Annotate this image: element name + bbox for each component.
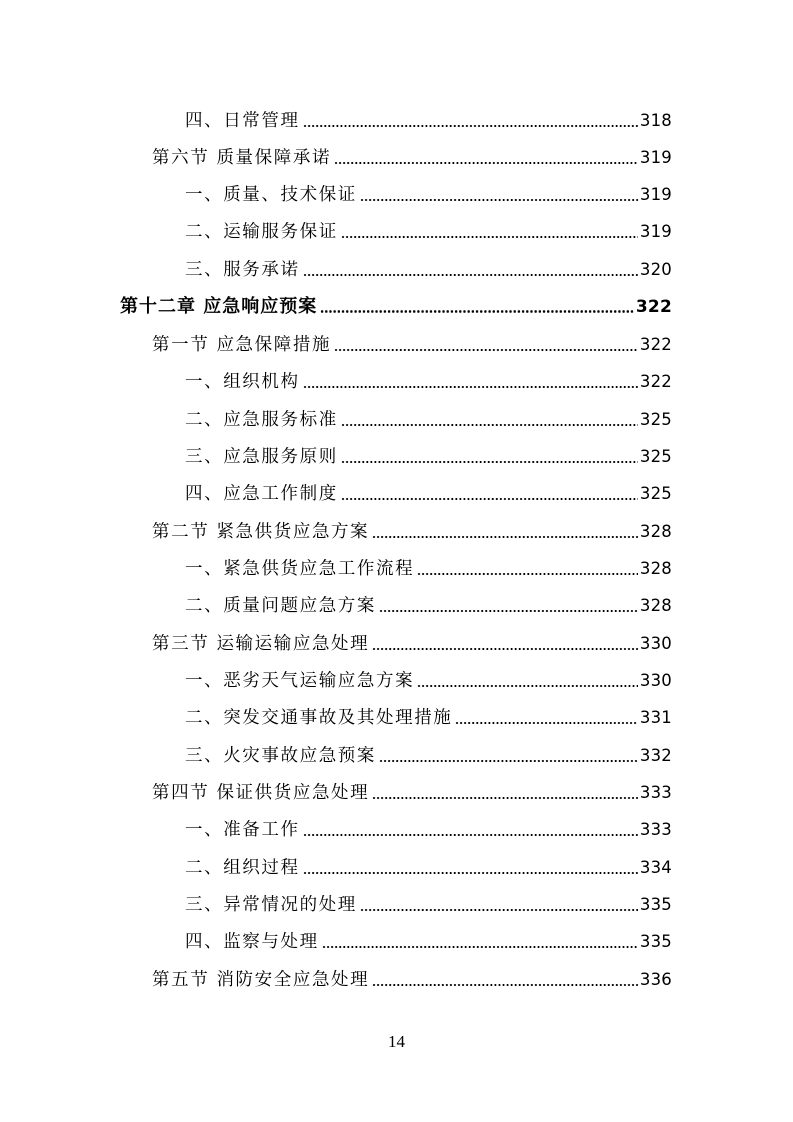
toc-chapter-entry[interactable] (120, 290, 672, 318)
dot-leader (320, 310, 634, 313)
toc-entry-page: 335 (639, 932, 672, 951)
toc-entry-title: 三、火灾事故应急预案 (185, 746, 376, 766)
toc-entry-page: 322 (639, 335, 672, 354)
toc-entry-page: 325 (639, 447, 672, 466)
dot-leader (372, 984, 638, 986)
toc-entry[interactable] (185, 851, 672, 879)
dot-leader (341, 236, 638, 238)
toc-entry-page: 322 (639, 372, 672, 391)
toc-entry[interactable] (152, 328, 672, 356)
toc-entry-title: 四、应急工作制度 (185, 484, 338, 504)
dot-leader (417, 685, 638, 687)
toc-entry-title: 一、组织机构 (185, 372, 300, 392)
toc-entry[interactable] (185, 477, 672, 505)
toc-entry-title: 第一节 应急保障措施 (152, 335, 332, 355)
dot-leader (455, 722, 638, 724)
toc-entry[interactable] (185, 104, 672, 132)
toc-entry-page: 320 (639, 260, 672, 279)
toc-entry[interactable] (185, 664, 672, 692)
toc-entry-title: 第五节 消防安全应急处理 (152, 970, 370, 990)
toc-entry-page: 319 (639, 185, 672, 204)
dot-leader (341, 461, 638, 463)
toc-entry[interactable] (185, 365, 672, 393)
dot-leader (417, 573, 638, 575)
toc-entry-title: 一、准备工作 (185, 820, 300, 840)
toc-entry[interactable] (152, 776, 672, 804)
toc-entry-page: 325 (639, 484, 672, 503)
toc-entry-title: 第六节 质量保障承诺 (152, 148, 332, 168)
toc-entry[interactable] (152, 141, 672, 169)
toc-entry-title: 二、突发交通事故及其处理措施 (185, 708, 453, 728)
toc-entry-title: 三、异常情况的处理 (185, 895, 357, 915)
toc-entry-page: 331 (639, 708, 672, 727)
dot-leader (303, 872, 638, 874)
dot-leader (372, 648, 638, 650)
dot-leader (322, 946, 638, 948)
toc-entry[interactable] (185, 403, 672, 431)
toc-entry-page: 334 (639, 858, 672, 877)
toc-entry-title: 第四节 保证供货应急处理 (152, 783, 370, 803)
toc-entry[interactable] (185, 178, 672, 206)
dot-leader (360, 199, 638, 201)
toc-entry-page: 335 (639, 895, 672, 914)
toc-entry-title: 一、紧急供货应急工作流程 (185, 559, 415, 579)
toc-entry-page: 330 (639, 634, 672, 653)
toc-entry-title: 四、监察与处理 (185, 932, 319, 952)
dot-leader (372, 797, 638, 799)
dot-leader (303, 386, 638, 388)
dot-leader (303, 834, 638, 836)
toc-entry-page: 333 (639, 820, 672, 839)
toc-entry-title: 二、质量问题应急方案 (185, 596, 376, 616)
dot-leader (379, 610, 638, 612)
toc-entry-title: 三、应急服务原则 (185, 447, 338, 467)
dot-leader (379, 760, 638, 762)
toc-entry-title: 二、运输服务保证 (185, 222, 338, 242)
dot-leader (360, 909, 638, 911)
toc-entry-page: 319 (639, 148, 672, 167)
toc-entry-page: 336 (639, 970, 672, 989)
toc-entry-title: 第二节 紧急供货应急方案 (152, 522, 370, 542)
dot-leader (372, 536, 638, 538)
toc-entry[interactable] (185, 701, 672, 729)
toc-entry[interactable] (185, 888, 672, 916)
dot-leader (334, 349, 638, 351)
toc-entry-page: 330 (639, 671, 672, 690)
toc-chapter-title: 第十二章 应急响应预案 (120, 296, 318, 317)
toc-entry-title: 二、组织过程 (185, 858, 300, 878)
toc-entry[interactable] (185, 813, 672, 841)
toc-entry-page: 319 (639, 222, 672, 241)
toc-entry-title: 一、质量、技术保证 (185, 185, 357, 205)
toc-entry-page: 318 (639, 111, 672, 130)
dot-leader (303, 125, 638, 127)
toc-entry-title: 一、恶劣天气运输应急方案 (185, 671, 415, 691)
toc-entry-page: 328 (639, 559, 672, 578)
toc-entry[interactable] (185, 253, 672, 281)
toc-entry-title: 四、日常管理 (185, 111, 300, 131)
dot-leader (334, 162, 638, 164)
toc-entry[interactable] (152, 963, 672, 991)
toc-entry-page: 333 (639, 783, 672, 802)
toc-entry[interactable] (152, 627, 672, 655)
toc-entry-page: 325 (639, 410, 672, 429)
toc-entry-title: 第三节 运输运输应急处理 (152, 634, 370, 654)
dot-leader (303, 274, 638, 276)
toc-entry-title: 三、服务承诺 (185, 260, 300, 280)
toc-entry[interactable] (185, 589, 672, 617)
toc-entry[interactable] (152, 515, 672, 543)
dot-leader (341, 498, 638, 500)
toc-entry[interactable] (185, 552, 672, 580)
toc-entry[interactable] (185, 925, 672, 953)
toc-entry-title: 二、应急服务标准 (185, 410, 338, 430)
toc-entry-page: 328 (639, 522, 672, 541)
toc-entry-page: 328 (639, 596, 672, 615)
toc-chapter-page: 322 (635, 297, 672, 317)
dot-leader (341, 424, 638, 426)
toc-entry[interactable] (185, 215, 672, 243)
toc-entry[interactable] (185, 440, 672, 468)
toc-entry[interactable] (185, 739, 672, 767)
toc-entry-page: 332 (639, 746, 672, 765)
page-number: 14 (388, 1032, 405, 1051)
